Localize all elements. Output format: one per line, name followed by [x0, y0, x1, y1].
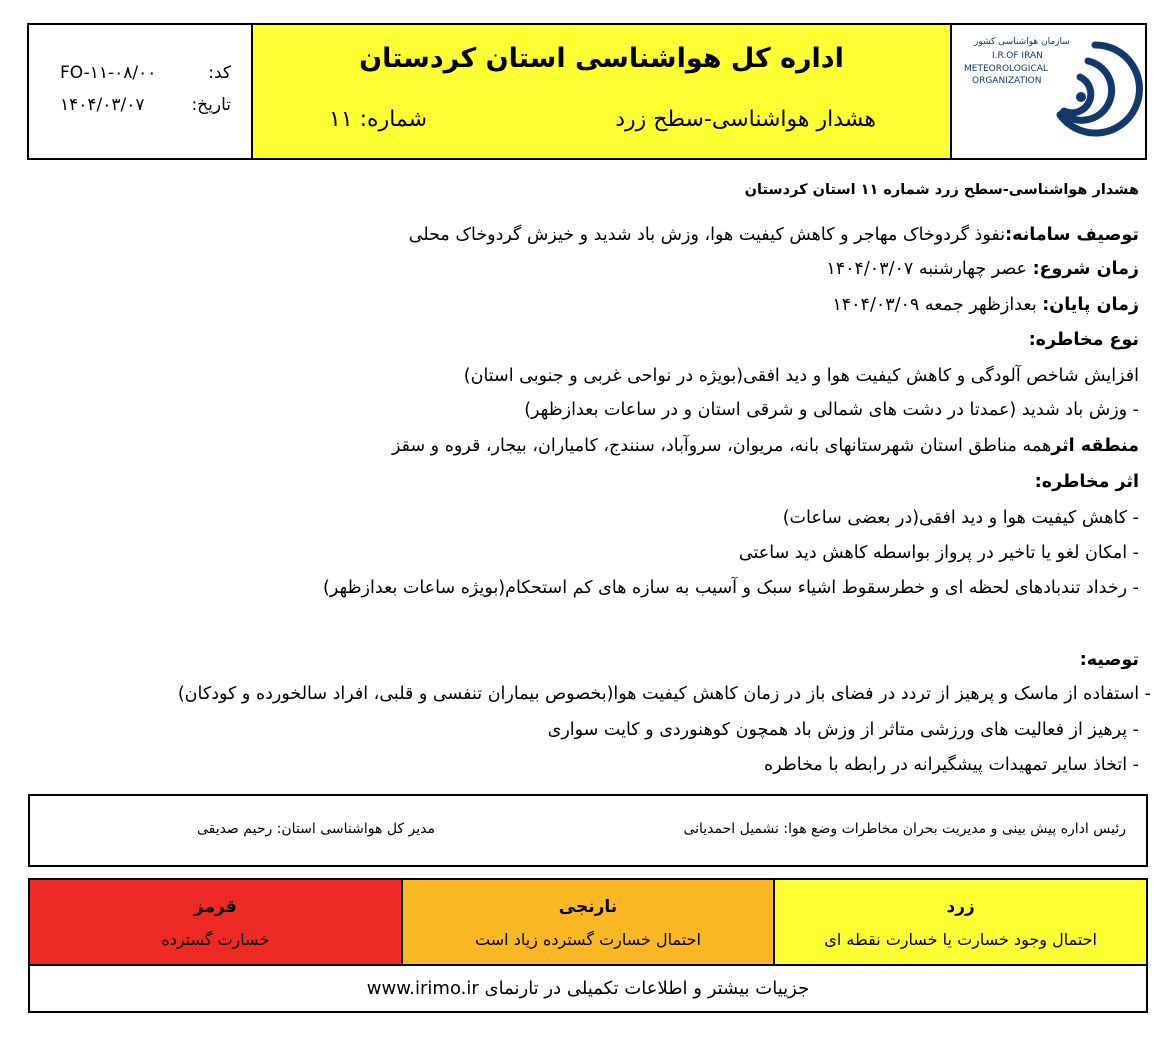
hazard-item: - وزش باد شدید (عمدتا در دشت های شمالی و شرقی استان و در ساعات بعدازظهر): [524, 400, 1139, 420]
forecast-head-signature: رئیس اداره پیش بینی و مدیریت بحران مخاطرات وضع هوا: نشمیل احمدیانی: [683, 821, 1126, 837]
title-box: [253, 25, 952, 158]
advice-label: توصیه:: [1079, 650, 1139, 670]
area-label: منطقه اثر: [1051, 436, 1139, 456]
advice-item: - استفاده از ماسک و پرهیز از تردد در فضای باز در زمان کاهش کیفیت هوا(بخصوص بیماران تنفسی و قلبی، افراد سالخورده و کودکان): [177, 684, 1151, 704]
legend-yellow-name: زرد: [946, 897, 975, 917]
code-date-box: [29, 25, 253, 158]
end-time-row: [832, 295, 1139, 315]
bulletin-header: [27, 23, 1147, 160]
start-time-row: [826, 259, 1139, 279]
start-value: عصر چهارشنبه ۱۴۰۴/۰۳/۰۷: [826, 259, 1033, 279]
effect-item: - امکان لغو یا تاخیر در پرواز بواسطه کاهش دید ساعتی: [738, 543, 1139, 563]
legend-red-desc: خسارت گسترده: [161, 930, 270, 949]
start-label: زمان شروع:: [1032, 259, 1139, 279]
footer-text: جزییات بیشتر و اطلاعات تکمیلی در تارنمای: [484, 978, 810, 999]
advice-item: - پرهیز از فعالیت های ورزشی متاثر از وزش باد همچون کوهنوردی و کایت سواری: [547, 720, 1139, 740]
hazard-type-label: نوع مخاطره:: [1028, 330, 1139, 350]
code-label: کد:: [208, 63, 231, 83]
system-label: توصیف سامانه:: [1005, 225, 1139, 245]
legend-red-name: قرمز: [193, 897, 237, 917]
end-value: بعدازظهر جمعه ۱۴۰۴/۰۳/۰۹: [832, 295, 1043, 315]
legend-orange-name: نارنجی: [558, 897, 618, 917]
system-value: نفوذ گردوخاک مهاجر و کاهش کیفیت هوا، وزش باد شدید و خیزش گردوخاک محلی: [408, 225, 1006, 245]
legend-orange: [403, 880, 776, 964]
area-value: همه مناطق استان شهرستانهای بانه، مریوان، سروآباد، سنندج، کامیاران، بیجار، قروه و سقز: [391, 436, 1052, 456]
hazard-effect-label: اثر مخاطره:: [1034, 472, 1139, 492]
logo-text-en-1: I.R.OF IRAN: [992, 51, 1043, 61]
advice-item: - اتخاذ سایر تمهیدات پیشگیرانه در رابطه با مخاطره: [764, 755, 1139, 775]
code-value: FO-۱۱-۰۸/۰۰: [60, 63, 157, 83]
warning-level-title: هشدار هواشناسی-سطح زرد: [615, 107, 876, 132]
effect-item: - کاهش کیفیت هوا و دید افقی(در بعضی ساعات): [782, 508, 1139, 528]
logo-text-fa: سازمان هواشناسی کشور: [974, 37, 1070, 47]
warning-number: شماره: ۱۱: [329, 107, 428, 132]
system-description-row: [409, 225, 1139, 245]
affected-area-row: [392, 436, 1139, 456]
director-signature: مدیر کل هواشناسی استان: رحیم صدیقی: [196, 821, 435, 837]
warning-level-legend: [28, 878, 1148, 966]
legend-yellow: [775, 880, 1146, 964]
hazard-item: افزایش شاخص آلودگی و کاهش کیفیت هوا و دید افقی(بویژه در نواحی غربی و جنوبی استان): [463, 366, 1139, 386]
date-label: تاریخ:: [191, 95, 231, 115]
end-label: زمان پایان:: [1042, 295, 1139, 315]
logo-box: [952, 25, 1145, 158]
date-value: ۱۴۰۴/۰۳/۰۷: [60, 95, 145, 115]
date-row: [29, 93, 251, 117]
legend-yellow-desc: احتمال وجود خسارت یا خسارت نقطه ای: [824, 930, 1097, 949]
logo-text-en-3: ORGANIZATION: [972, 76, 1042, 86]
code-row: [29, 61, 251, 85]
signature-box: [28, 794, 1148, 867]
website-link[interactable]: www.irimo.ir: [366, 978, 479, 999]
legend-red: [30, 880, 403, 964]
page-title: اداره کل هواشناسی استان کردستان: [359, 43, 844, 74]
logo-text-en-2: METEOROLOGICAL: [964, 64, 1048, 74]
legend-orange-desc: احتمال خسارت گسترده زیاد است: [475, 930, 701, 949]
bulletin-heading: هشدار هواشناسی-سطح زرد شماره ۱۱ استان کردستان: [744, 182, 1139, 198]
footer-box: [28, 964, 1148, 1013]
effect-item: - رخداد تندبادهای لحظه ای و خطرسقوط اشیاء سبک و آسیب به سازه های کم استحکام(بویژه ساعات بعدازظهر): [323, 578, 1139, 598]
